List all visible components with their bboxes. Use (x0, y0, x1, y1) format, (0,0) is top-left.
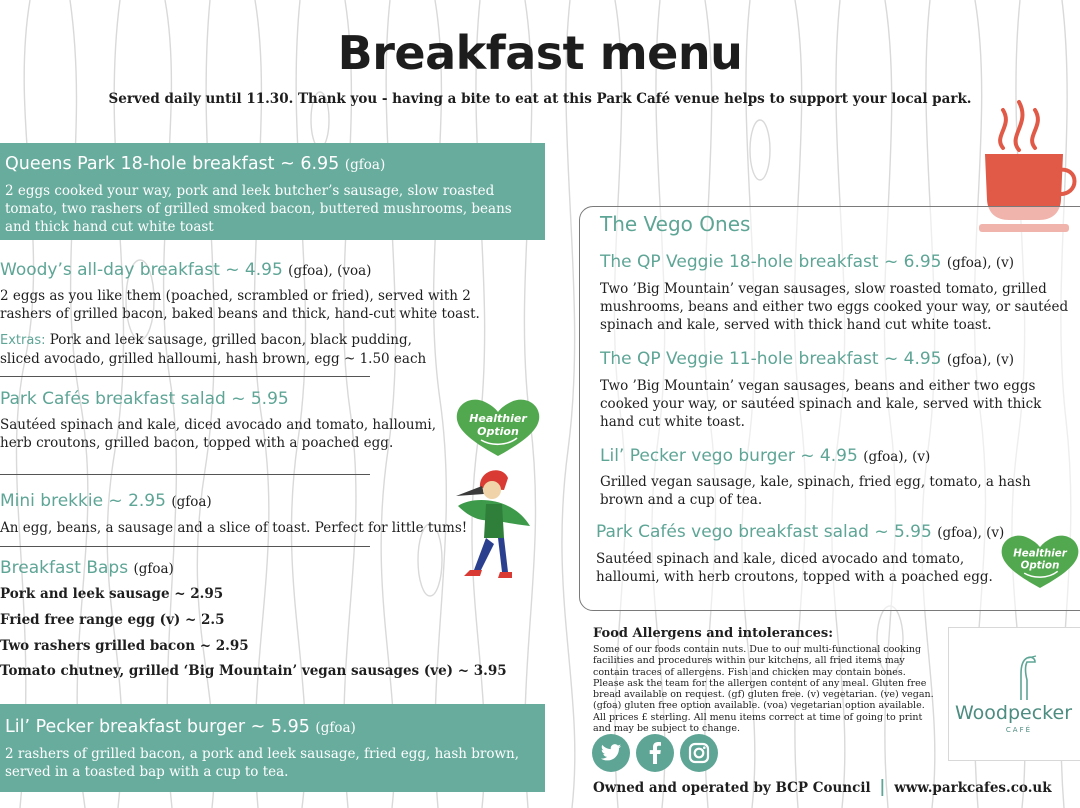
vego-item-title: The QP Veggie 18-hole breakfast ~ 6.95 (gfoa), (v) (600, 252, 1014, 272)
vego-item-description: Grilled vegan sausage, kale, spinach, fried egg, tomato, a hash brown and a cup of tea. (600, 474, 1031, 508)
healthier-option-heart-icon (1000, 532, 1080, 592)
logo-sub: CAFÉ (1005, 726, 1033, 734)
bap-item: Fried free range egg (v) ~ 2.5 (0, 612, 225, 628)
menu-subtitle: Served daily until 11.30. Thank you - having a bite to eat at this Park Café venue helps to support your local park. (108, 91, 972, 107)
logo-name: Woodpecker (955, 702, 1073, 724)
mini-brekkie-description: An egg, beans, a sausage and a slice of toast. Perfect for little tums! (0, 520, 468, 536)
divider (0, 546, 370, 547)
vego-item-description: Two ’Big Mountain’ vegan sausages, slow roasted tomato, grilled mushrooms, beans and either two eggs cooked your way, or sautéed spinach and kale, served with thick hand cut white toast. (600, 281, 1069, 333)
queens-park-description: 2 eggs cooked your way, pork and leek butcher’s sausage, slow roasted tomato, two rashers of grilled smoked bacon, buttered mushrooms, beans and thick hand cut white toast (5, 183, 512, 235)
allergens-text: Some of our foods contain nuts. Due to our multi-functional cooking facilities and procedures within our kitchens, all fried items may contain traces of allergens. Fish and chicken may contain bones. Please ask the team for the allergen content of any meal. Gluten free bread available on request. (gf) gluten free. (v) vegetarian. (ve) vegan. (gfoa) gluten free option available. (voa) vegetarian option available. All prices £ sterling. All menu items correct at time of going to print and may be subject to change. (593, 644, 934, 735)
woodpecker-mascot-icon (452, 466, 534, 590)
allergens-heading: Food Allergens and intolerances: (593, 626, 834, 641)
twitter-icon[interactable] (592, 734, 630, 772)
bap-item: Two rashers grilled bacon ~ 2.95 (0, 638, 249, 654)
mini-brekkie-title: Mini brekkie ~ 2.95 (gfoa) (0, 491, 212, 511)
breakfast-baps-title: Breakfast Baps (gfoa) (0, 558, 174, 578)
divider (0, 376, 370, 377)
footer-divider: | (879, 777, 886, 797)
bap-item: Tomato chutney, grilled ‘Big Mountain’ vegan sausages (ve) ~ 3.95 (0, 663, 507, 679)
vego-item-title: Lil’ Pecker vego burger ~ 4.95 (gfoa), (v) (600, 446, 931, 466)
lil-pecker-burger-description: 2 rashers of grilled bacon, a pork and leek sausage, fried egg, hash brown, served in a toasted bap with a cup to tea. (5, 746, 520, 780)
vego-item-description: Two ’Big Mountain’ vegan sausages, beans and either two eggs cooked your way, or sautéed spinach and kale, served with thick hand cut white toast. (600, 378, 1042, 430)
svg-text:Healthier: Healthier (469, 412, 527, 425)
woodpecker-cafe-logo (948, 627, 1080, 761)
svg-text:Healthier: Healthier (1013, 548, 1067, 560)
queens-park-band (0, 143, 545, 240)
vego-item-title: The QP Veggie 11-hole breakfast ~ 4.95 (gfoa), (v) (600, 349, 1014, 369)
footer-line (593, 777, 1052, 797)
vego-heading: The Vego Ones (600, 212, 751, 236)
queens-park-title: Queens Park 18-hole breakfast ~ 6.95 (gfoa) (5, 154, 386, 174)
breakfast-salad-title: Park Cafés breakfast salad ~ 5.95 (0, 389, 289, 409)
instagram-icon[interactable] (680, 734, 718, 772)
svg-text:Option: Option (477, 425, 519, 438)
lil-pecker-burger-title: Lil’ Pecker breakfast burger ~ 5.95 (gfoa) (5, 717, 356, 737)
facebook-icon[interactable] (636, 734, 674, 772)
woody-description: 2 eggs as you like them (poached, scrambled or fried), served with 2 rashers of grilled bacon, baked beans and thick, hand-cut white toast. (0, 288, 480, 322)
vego-item-description: Sautéed spinach and kale, diced avocado and tomato, halloumi, with herb croutons, topped with a poached egg. (596, 551, 993, 585)
website-link[interactable]: www.parkcafes.co.uk (894, 780, 1052, 796)
breakfast-salad-description: Sautéed spinach and kale, diced avocado and tomato, halloumi, herb croutons, grilled bacon, topped with a poached egg. (0, 417, 437, 451)
healthier-option-heart-icon (455, 398, 541, 458)
lil-pecker-band (0, 704, 545, 792)
heron-icon (1011, 652, 1037, 702)
woody-extras: Extras: Pork and leek sausage, grilled bacon, black pudding, sliced avocado, grilled halloumi, hash brown, egg ~ 1.50 each (0, 332, 427, 367)
divider (0, 474, 370, 475)
owner-text: Owned and operated by BCP Council (593, 780, 871, 796)
bap-item: Pork and leek sausage ~ 2.95 (0, 586, 224, 602)
vego-item-title: Park Cafés vego breakfast salad ~ 5.95 (gfoa), (v) (596, 522, 1005, 542)
woody-title: Woody’s all-day breakfast ~ 4.95 (gfoa), (voa) (0, 260, 372, 280)
svg-text:Option: Option (1020, 560, 1060, 572)
menu-title: Breakfast menu (337, 26, 743, 80)
